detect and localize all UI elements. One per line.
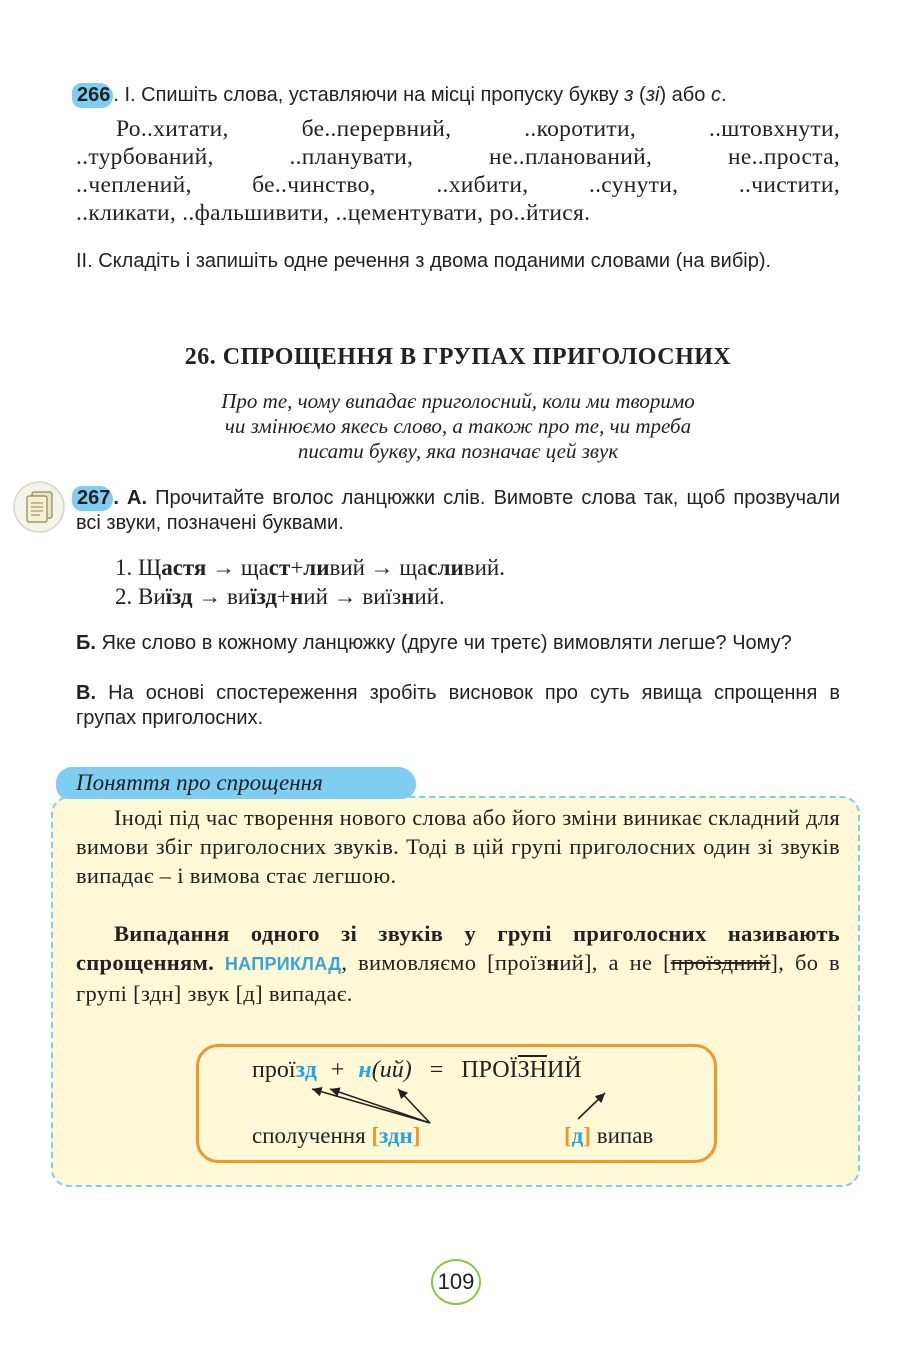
example-keyword: НАПРИКЛАД <box>224 954 342 974</box>
word-chain-2: 2. Виїзд → виїзд+ний → виїзний. <box>115 584 445 609</box>
exercise-266-words <box>76 115 840 227</box>
scheme-label-combination: сполучення [здн] <box>252 1123 421 1148</box>
section-subtitle: Про те, чому випадає приголосний, коли ми творимо чи змінюємо якесь слово, а також про те, чи треба писати букву, яка позначає цей звук <box>221 389 695 463</box>
rule-paragraph-2: Випадання одного зі звуків у групі приголосних називають спрощенням. НАПРИКЛАД, вимовляємо [проїзний], а не [проїздний], бо в групі [здн] звук [д] випадає. <box>76 921 840 1006</box>
page-number: 109 <box>431 1259 481 1305</box>
scheme-label-dropped: [д] випав <box>564 1123 654 1148</box>
word-line: Ро..хитати, бе..перервний, ..коротити, ..штовхнути, <box>116 116 840 142</box>
word-line: ..кликати, ..фальшивити, ..цементувати, ро..йтися. <box>76 200 591 226</box>
word-chain-1: 1. Щастя → щаст+ливий → щасливий. <box>115 555 505 580</box>
section-title: 26. СПРОЩЕННЯ В ГРУПАХ ПРИГОЛОСНИХ <box>184 344 732 370</box>
exercise-266-task-2: II. Складіть і запишіть одне речення з двома поданими словами (на вибір). <box>76 250 772 272</box>
exercise-266-task-1: 266 . I. Спишіть слова, уставляючи на місці пропуску букву з (зі) або с. <box>76 83 840 108</box>
scheme-formula: проїзд + н(ий) = ПРОЇЗНИЙ <box>252 1057 582 1083</box>
scheme-arrows <box>300 1085 620 1127</box>
exercise-267-task-a: 267 . А. Прочитайте вголос ланцюжки слів. Вимовте слова так, щоб прозвучали всі звуки, позначені буквами. <box>76 486 840 536</box>
exercise-267-number: 267 <box>72 486 113 511</box>
word-line: ..турбований, ..планувати, не..планований, не..проста, <box>76 144 840 170</box>
notebook-icon <box>12 480 66 534</box>
word-line: ..чеплений, бе..чинство, ..хибити, ..сунути, ..чистити, <box>76 172 840 198</box>
exercise-267-task-c: В. На основі спостереження зробіть висновок про суть явища спрощення в групах приголосних. <box>76 682 840 729</box>
exercise-267-task-b: Б. Яке слово в кожному ланцюжку (друге чи третє) вимовляти легше? Чому? <box>76 632 792 654</box>
rule-title: Поняття про спрощення <box>56 767 416 799</box>
strikethrough-word: проїздний <box>670 950 771 975</box>
exercise-266-number: 266 <box>72 83 113 108</box>
rule-paragraph-1: Іноді під час творення нового слова або його зміни виникає складний для вимови збіг приголосних звуків. Тоді в цій групі приголосних один зі звуків випадає – і вимова стає легшою. <box>76 805 840 888</box>
